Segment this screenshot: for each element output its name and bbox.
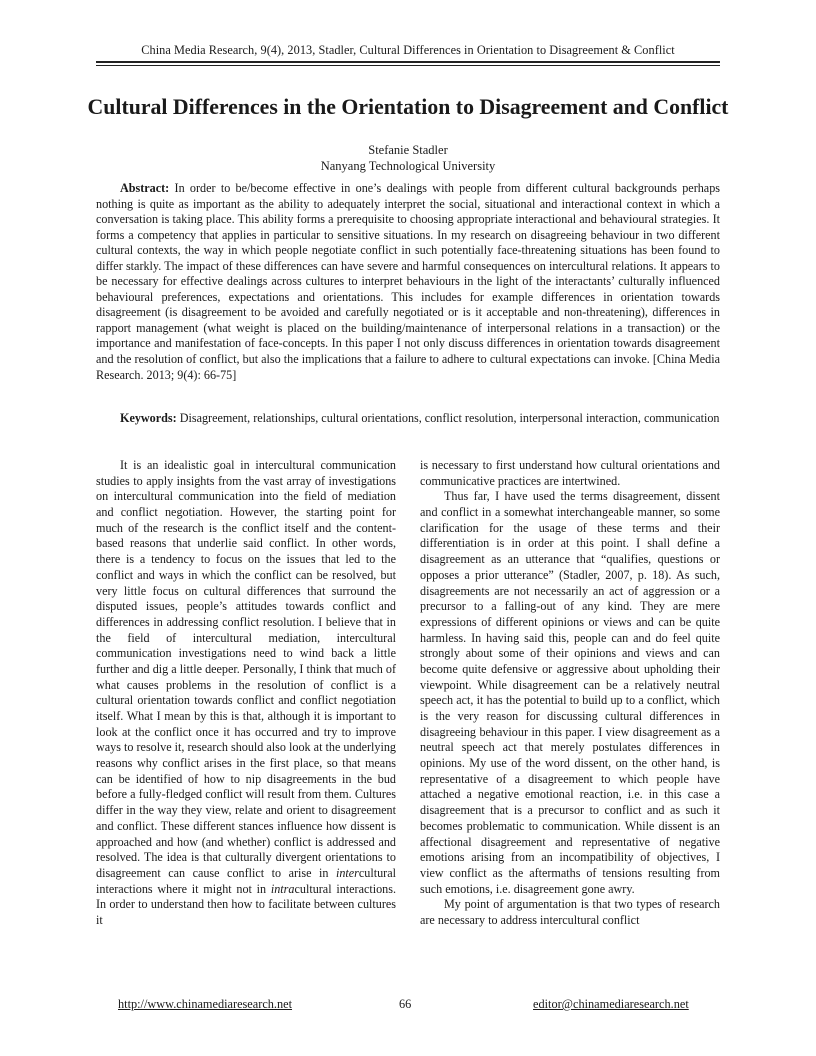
body-paragraph: My point of argumentation is that two types of research are necessary to address intercultural conflict: [420, 897, 720, 927]
running-header: China Media Research, 9(4), 2013, Stadler, Cultural Differences in Orientation to Disagreement & Conflict: [141, 43, 675, 57]
footer-website-link[interactable]: http://www.chinamediaresearch.net: [118, 997, 293, 1011]
header-rule-thin: [96, 65, 720, 66]
author-name: Stefanie Stadler: [368, 143, 448, 157]
page-number: 66: [399, 997, 412, 1011]
abstract-label: Abstract:: [120, 181, 170, 195]
body-column-left: [96, 458, 396, 929]
body-paragraph: Thus far, I have used the terms disagreement, dissent and conflict in a somewhat interchangeable manner, so some clarification for the usage of these terms and their differentiation is in order at this point. I shall define a disagreement as an utterance that “qualifies, questions or opposes a prior utterance” (Stadler, 2007, p. 18). As such, disagreements are not necessarily an act of aggression or a precursor to a falling-out of any kind. They are mere expressions of different opinions or views and can be quite harmless. In having said this, people can and do feel quite strongly about some of their opinions and views and can become quite defensive or aggressive about upholding their viewpoint. While disagreement can be a relatively neutral speech act, it has the potential to build up to a conflict, which is the very reason for discussing cultural differences in disagreeing behaviour in this paper. I view disagreement as a neutral speech act that merely postulates differences in opinions. My use of the word dissent, on the other hand, is representative of a disagreement to which people have attached a negative emotional reaction, i.e. in this case a disagreement that is a precursor to conflict and as such it becomes problematic to communication. While dissent is an affectional disagreement and representative of negative emotions arising from an incompatibility of objectives, I view conflict as the aftermaths of tensions resulting from such emotions, i.e. disagreement gone awry.: [420, 489, 720, 896]
emphasis-text: inter: [335, 865, 359, 880]
keywords-label: Keywords:: [120, 411, 177, 425]
body-paragraph: is necessary to first understand how cultural orientations and communicative practices are intertwined.: [420, 458, 720, 488]
header-rule-thick: [96, 61, 720, 63]
author-affiliation: Nanyang Technological University: [320, 159, 496, 173]
abstract-text: In order to be/become effective in one’s dealings with people from different cultural backgrounds perhaps nothing is quite as important as the ability to adequately interpret the social, situational and interactional context in which a conversation is taking place. This ability forms a prerequisite to choosing appropriate interactional and behavioural strategies. It forms a competency that applies in particular to sensitive situations. In my research on disagreeing behaviour in two different cultural contexts, the way in which people negotiate conflict in such potentially face-threatening situations has been found to differ starkly. The impact of these differences can have severe and harmful consequences on intercultural relations. It appears to be necessary for effective dealings across cultures to interpret behaviours in the light of the interactants’ culturally influenced behavioural preferences, expectations and orientations. This includes for example differences in orientation towards disagreement (is disagreement to be avoided and carefully negotiated or is it acceptable and non-threatening), differences in rapport management (what weight is placed on the building/maintenance of interpersonal relations in a transaction) or the importance and manifestation of face-concepts. In this paper I not only discuss differences in orientation towards disagreement and the resolution of conflict, but also the implications that a failure to adhere to cultural expectations can invoke. [China Media Research. 2013; 9(4): 66-75]: [96, 181, 720, 382]
body-column-right: [420, 458, 720, 929]
footer-email-link[interactable]: editor@chinamediaresearch.net: [533, 997, 689, 1011]
body-text: cultural interactions where it might not in: [96, 865, 396, 896]
emphasis-text: intra: [270, 881, 295, 896]
keywords: [96, 411, 720, 427]
abstract: [96, 181, 720, 383]
article-title: Cultural Differences in the Orientation to Disagreement and Conflict: [87, 95, 729, 119]
body-paragraph: [96, 458, 396, 929]
keywords-text: Disagreement, relationships, cultural orientations, conflict resolution, interpersonal interaction, communication: [179, 411, 720, 425]
body-text: It is an idealistic goal in intercultural communication studies to apply insights from the vast array of investigations on intercultural communication into the field of mediation and conflict negotiation. However, the starting point for much of the research is the conflict itself and the content-based reasons that underlie said conflict. In other words, there is a tendency to focus on the issues that led to the conflict and ways in which the conflict can be resolved, but very little focus on cultural differences that surround the disputed issues, people’s attitudes towards conflict and differences in addressing conflict resolution. I believe that in the field of intercultural mediation, intercultural communication investigations need to wind back a little further and dig a little deeper. Personally, I think that much of what causes problems in the resolution of conflict is a cultural orientation towards conflict and conflict negotiation itself. What I mean by this is that, although it is important to look at the conflict once it has occurred and try to improve ways to resolve it, research should also look at the underlying reasons why conflict arises in the first place, so that means can be identified of how to nip disagreements in the bud before a fully-fledged conflict will result from them. Cultures differ in the way they view, relate and orient to disagreement and conflict. These different stances influence how dissent is approached and how (and whether) conflict is addressed and resolved. The idea is that culturally divergent orientations to disagreement can cause conflict to arise in: [96, 458, 396, 880]
body-text: cultural interactions. In order to understand then how to facilitate between cultures it: [96, 881, 396, 927]
